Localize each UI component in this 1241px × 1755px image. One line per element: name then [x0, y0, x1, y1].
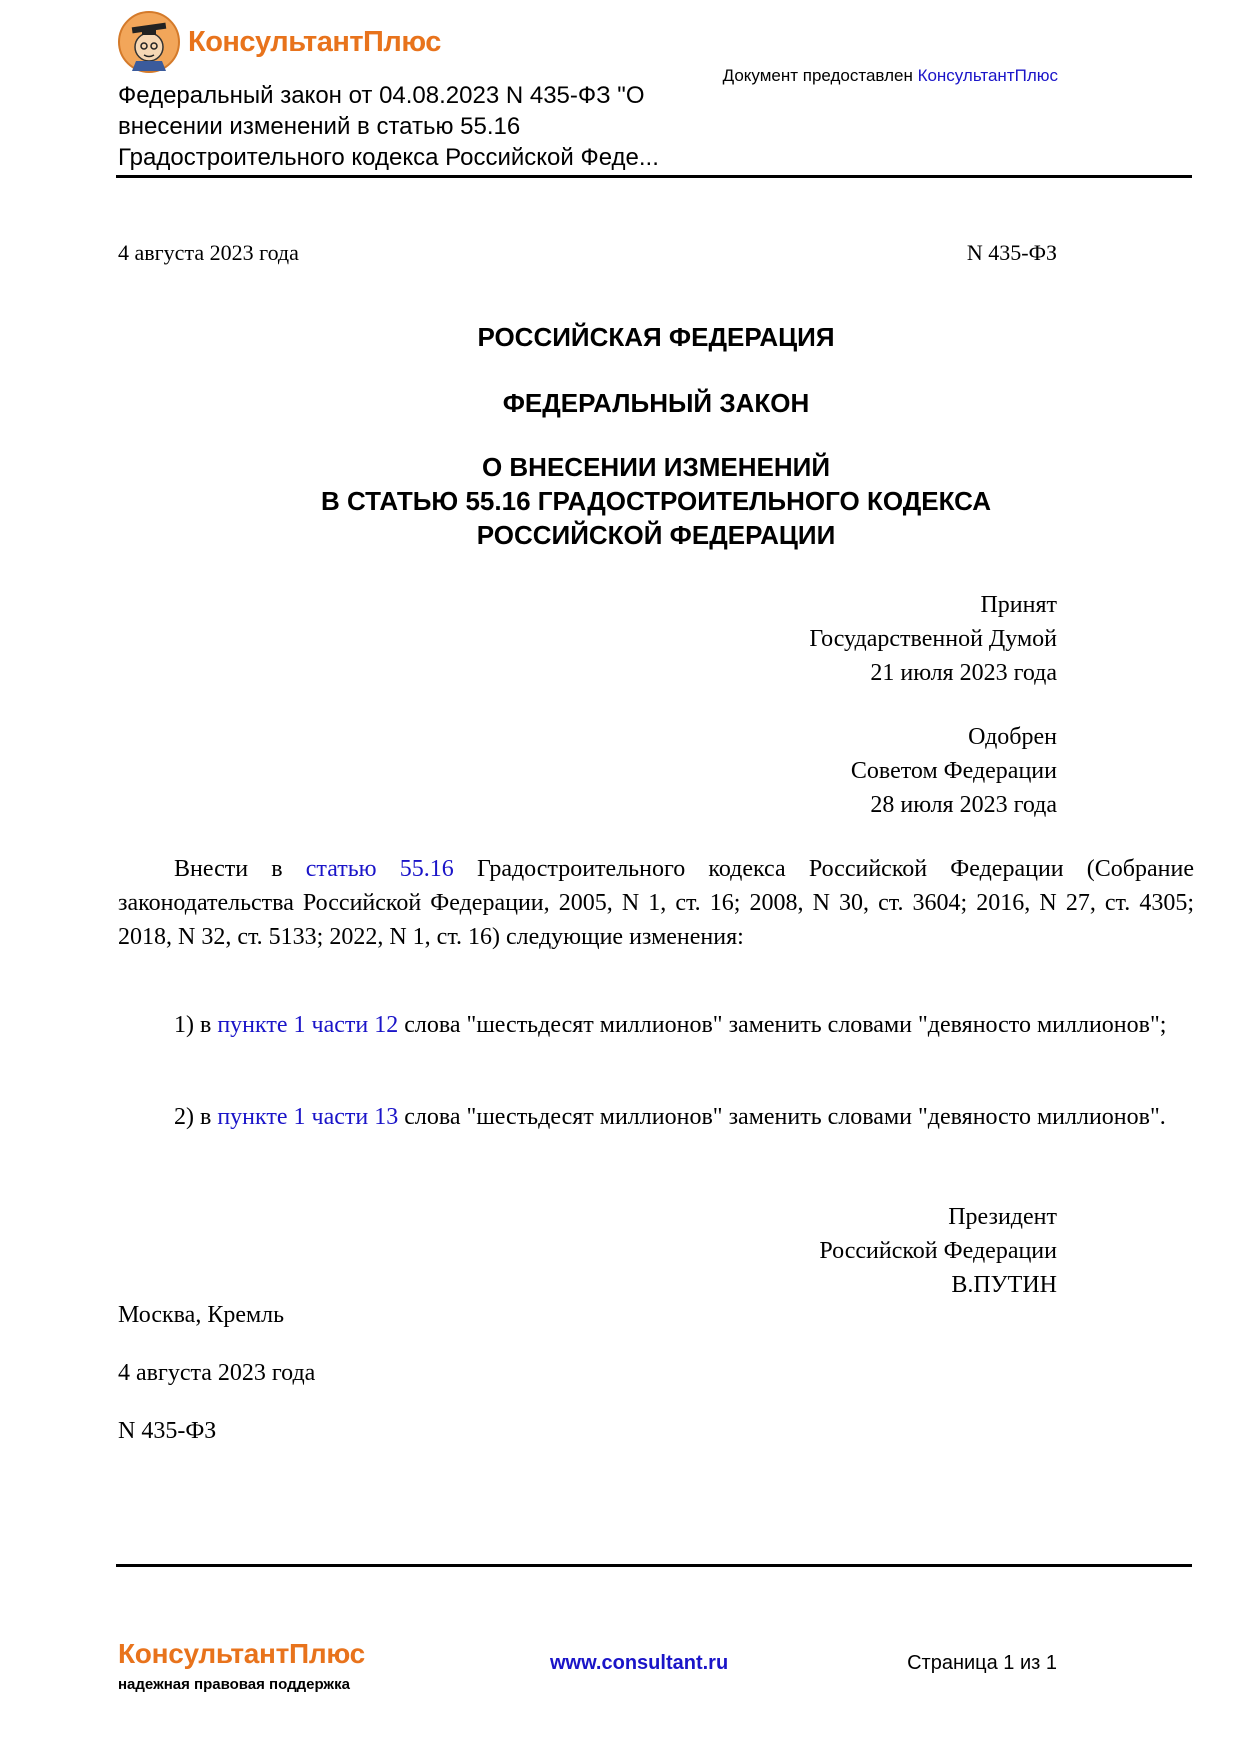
heading-country: РОССИЙСКАЯ ФЕДЕРАЦИЯ [477, 322, 835, 352]
item-1-text-before: 1) в [174, 1012, 218, 1038]
footer-tagline: надежная правовая поддержка [118, 1676, 350, 1693]
provided-by-link[interactable]: КонсультантПлюс [917, 66, 1058, 85]
adopted-block [557, 588, 1057, 690]
header-divider [116, 175, 1192, 178]
footer-site-link[interactable]: www.consultant.ru [550, 1652, 729, 1674]
signature-block [557, 1200, 1057, 1302]
brand-logo-text: КонсультантПлюс [188, 25, 441, 58]
item-2-link[interactable]: пункте 1 части 13 [217, 1104, 399, 1130]
approved-line: Советом Федерации [850, 758, 1057, 784]
date-top: 4 августа 2023 года [118, 240, 299, 265]
date-bottom: 4 августа 2023 года [118, 1360, 316, 1386]
heading-law-title-line: РОССИЙСКОЙ ФЕДЕРАЦИИ [476, 520, 836, 550]
adopted-line: Государственной Думой [809, 626, 1057, 652]
article-link[interactable]: статью 55.16 [305, 856, 454, 882]
heading-law-title [118, 450, 1194, 552]
document-title-line: внесении изменений в статью 55.16 [118, 113, 521, 140]
heading-law-title-line: О ВНЕСЕНИИ ИЗМЕНЕНИЙ [481, 452, 831, 482]
page-indicator: Страница 1 из 1 [907, 1652, 1057, 1674]
document-title [118, 80, 758, 173]
intro-text-before: Внести в [174, 856, 306, 882]
document-title-line: Федеральный закон от 04.08.2023 N 435-ФЗ "О [118, 82, 645, 109]
intro-paragraph [118, 852, 1194, 954]
professor-mascot-icon [118, 11, 180, 73]
signing-place: Москва, Кремль [118, 1302, 285, 1328]
number-top: N 435-ФЗ [966, 240, 1057, 265]
item-2-paragraph [118, 1100, 1194, 1134]
item-2-text-after: слова "шестьдесят миллионов" заменить словами "девяносто миллионов". [398, 1104, 1166, 1130]
heading-law-type: ФЕДЕРАЛЬНЫЙ ЗАКОН [502, 388, 810, 418]
item-1-paragraph [118, 1008, 1194, 1042]
approved-line: 28 июля 2023 года [870, 792, 1057, 818]
signature-line: В.ПУТИН [951, 1272, 1057, 1298]
item-1-text-after: слова "шестьдесят миллионов" заменить словами "девяносто миллионов"; [398, 1012, 1167, 1038]
provided-by-label: Документ предоставлен [722, 66, 918, 85]
footer-brand: КонсультантПлюс [118, 1638, 365, 1669]
heading-law-title-line: В СТАТЬЮ 55.16 ГРАДОСТРОИТЕЛЬНОГО КОДЕКСА [321, 486, 991, 516]
signature-line: Российской Федерации [819, 1238, 1057, 1264]
approved-block [557, 720, 1057, 822]
footer-divider [116, 1564, 1192, 1567]
adopted-line: Принят [980, 592, 1057, 618]
document-title-line: Градостроительного кодекса Российской Феде... [118, 144, 659, 171]
signature-line: Президент [948, 1204, 1057, 1230]
intro-text-after: Градостроительного кодекса Российской Федерации (Собрание законодательства Российской Федерации, 2005, N 1, ст. 16; 2008, N 30, ст. 3604; 2016, N 27, ст. 4305; 2018, N 32, ст. 5133; 2022, N 1, ст. 16) следующие изменения: [118, 856, 1195, 950]
approved-line: Одобрен [968, 724, 1057, 750]
adopted-line: 21 июля 2023 года [870, 660, 1057, 686]
provided-by [723, 66, 1058, 86]
number-bottom: N 435-ФЗ [118, 1418, 217, 1444]
consultant-logo [118, 10, 441, 74]
item-2-text-before: 2) в [174, 1104, 218, 1130]
item-1-link[interactable]: пункте 1 части 12 [217, 1012, 399, 1038]
